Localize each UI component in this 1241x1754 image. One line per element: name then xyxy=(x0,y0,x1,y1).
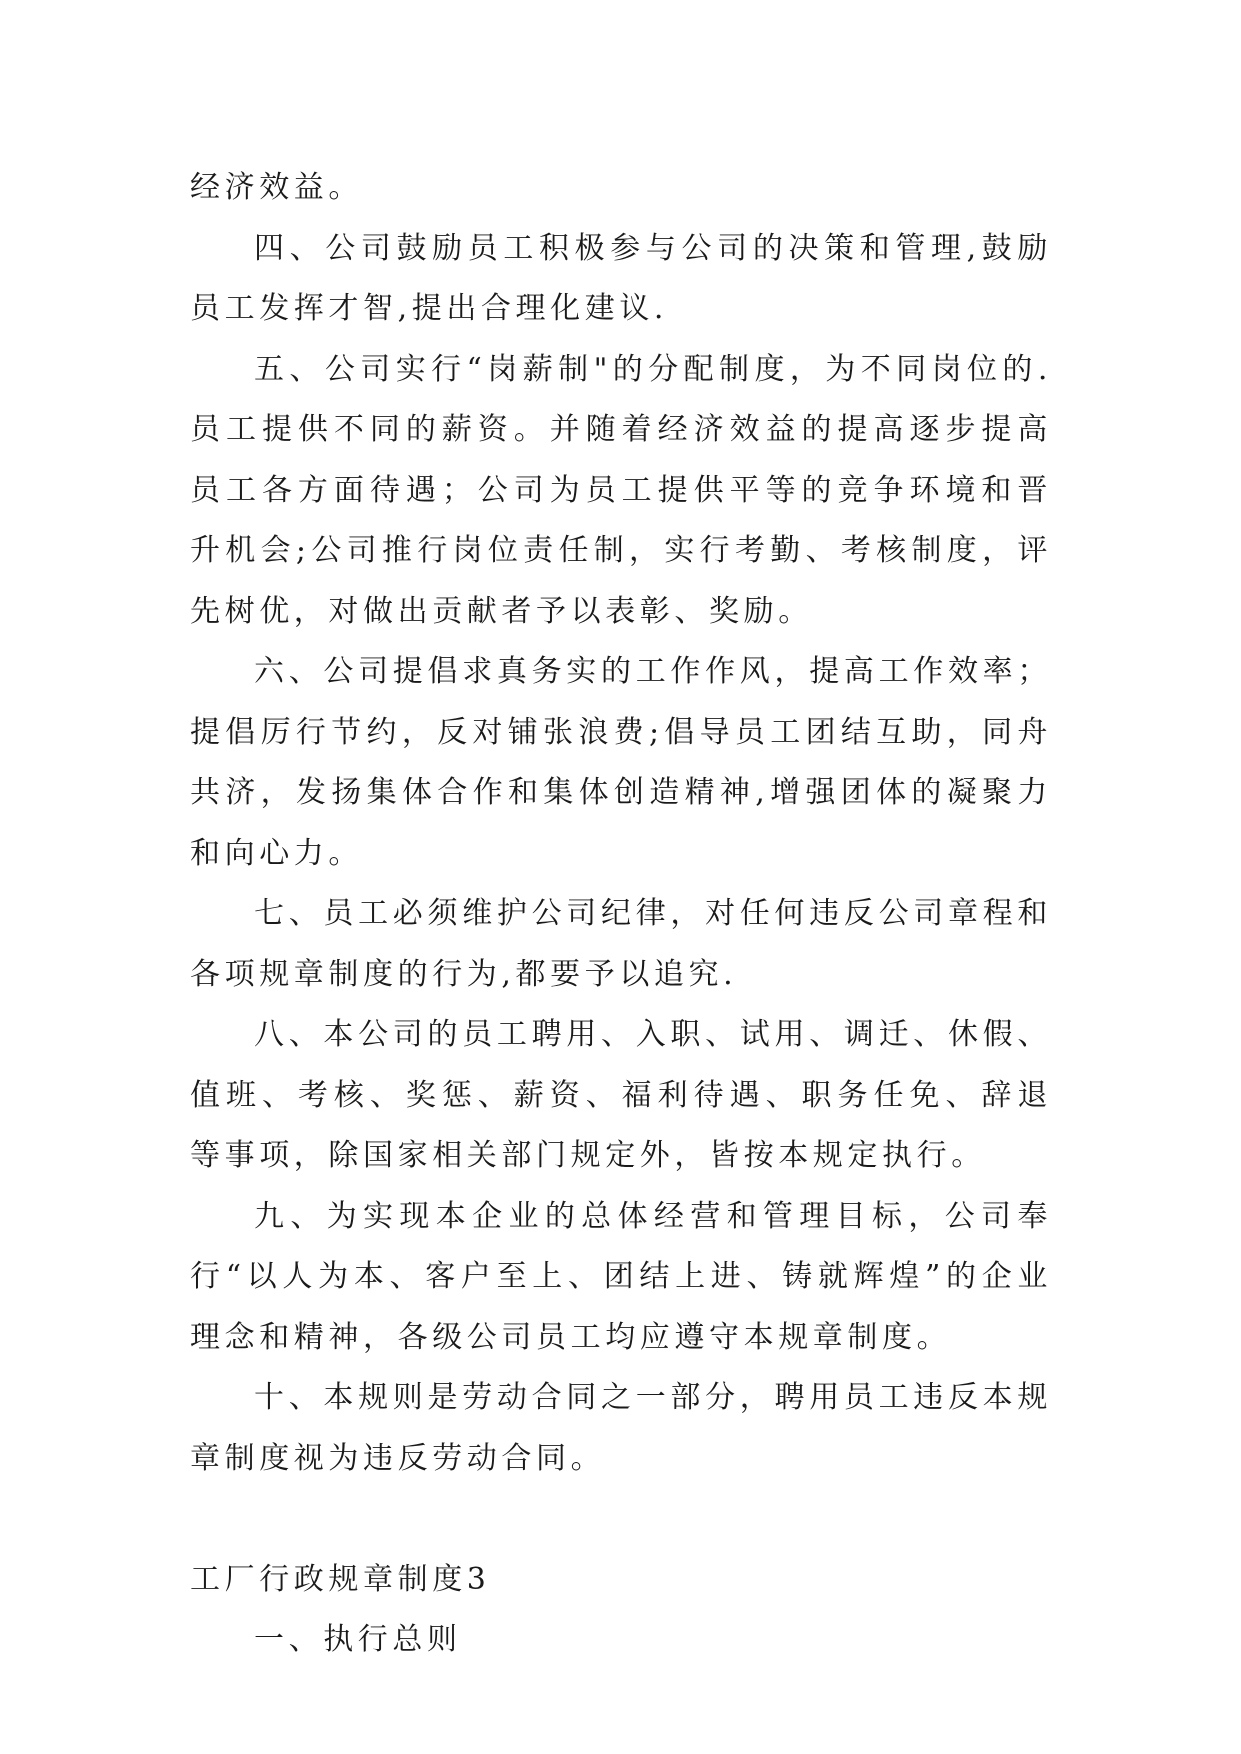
paragraph-item-6: 六、公司提倡求真务实的工作作风，提高工作效率；提倡厉行节约，反对铺张浪费;倡导员工团结互助，同舟共济，发扬集体合作和集体创造精神,增强团体的凝聚力和向心力。 xyxy=(190,654,1052,871)
section-first-item: 一、执行总则 xyxy=(254,1622,462,1657)
paragraph-item-9: 九、为实现本企业的总体经营和管理目标，公司奉行“以人为本、客户至上、团结上进、铸就辉煌”的企业理念和精神，各级公司员工均应遵守本规章制度。 xyxy=(190,1198,1052,1355)
document-body xyxy=(190,158,1052,1671)
paragraph-item-7: 七、员工必须维护公司纪律，对任何违反公司章程和各项规章制度的行为,都要予以追究. xyxy=(190,896,1052,992)
section-title: 工厂行政规章制度3 xyxy=(190,1561,491,1597)
paragraph-item-4: 四、公司鼓励员工积极参与公司的决策和管理,鼓励员工发挥才智,提出合理化建议. xyxy=(190,230,1052,326)
paragraph-item-8: 八、本公司的员工聘用、入职、试用、调迁、休假、值班、考核、奖惩、薪资、福利待遇、职务任免、辞退等事项，除国家相关部门规定外，皆按本规定执行。 xyxy=(190,1017,1052,1173)
section-spacer xyxy=(190,1489,1052,1550)
paragraph-item-5: 五、公司实行“岗薪制"的分配制度，为不同岗位的.员工提供不同的薪资。并随着经济效益的提高逐步提高员工各方面待遇；公司为员工提供平等的竞争环境和晋升机会;公司推行岗位责任制，实行考勤、考核制度，评先树优，对做出贡献者予以表彰、奖励。 xyxy=(190,351,1052,629)
paragraph-item-10: 十、本规则是劳动合同之一部分，聘用员工违反本规章制度视为违反劳动合同。 xyxy=(190,1380,1052,1476)
paragraph-continuation: 经济效益。 xyxy=(190,170,363,205)
